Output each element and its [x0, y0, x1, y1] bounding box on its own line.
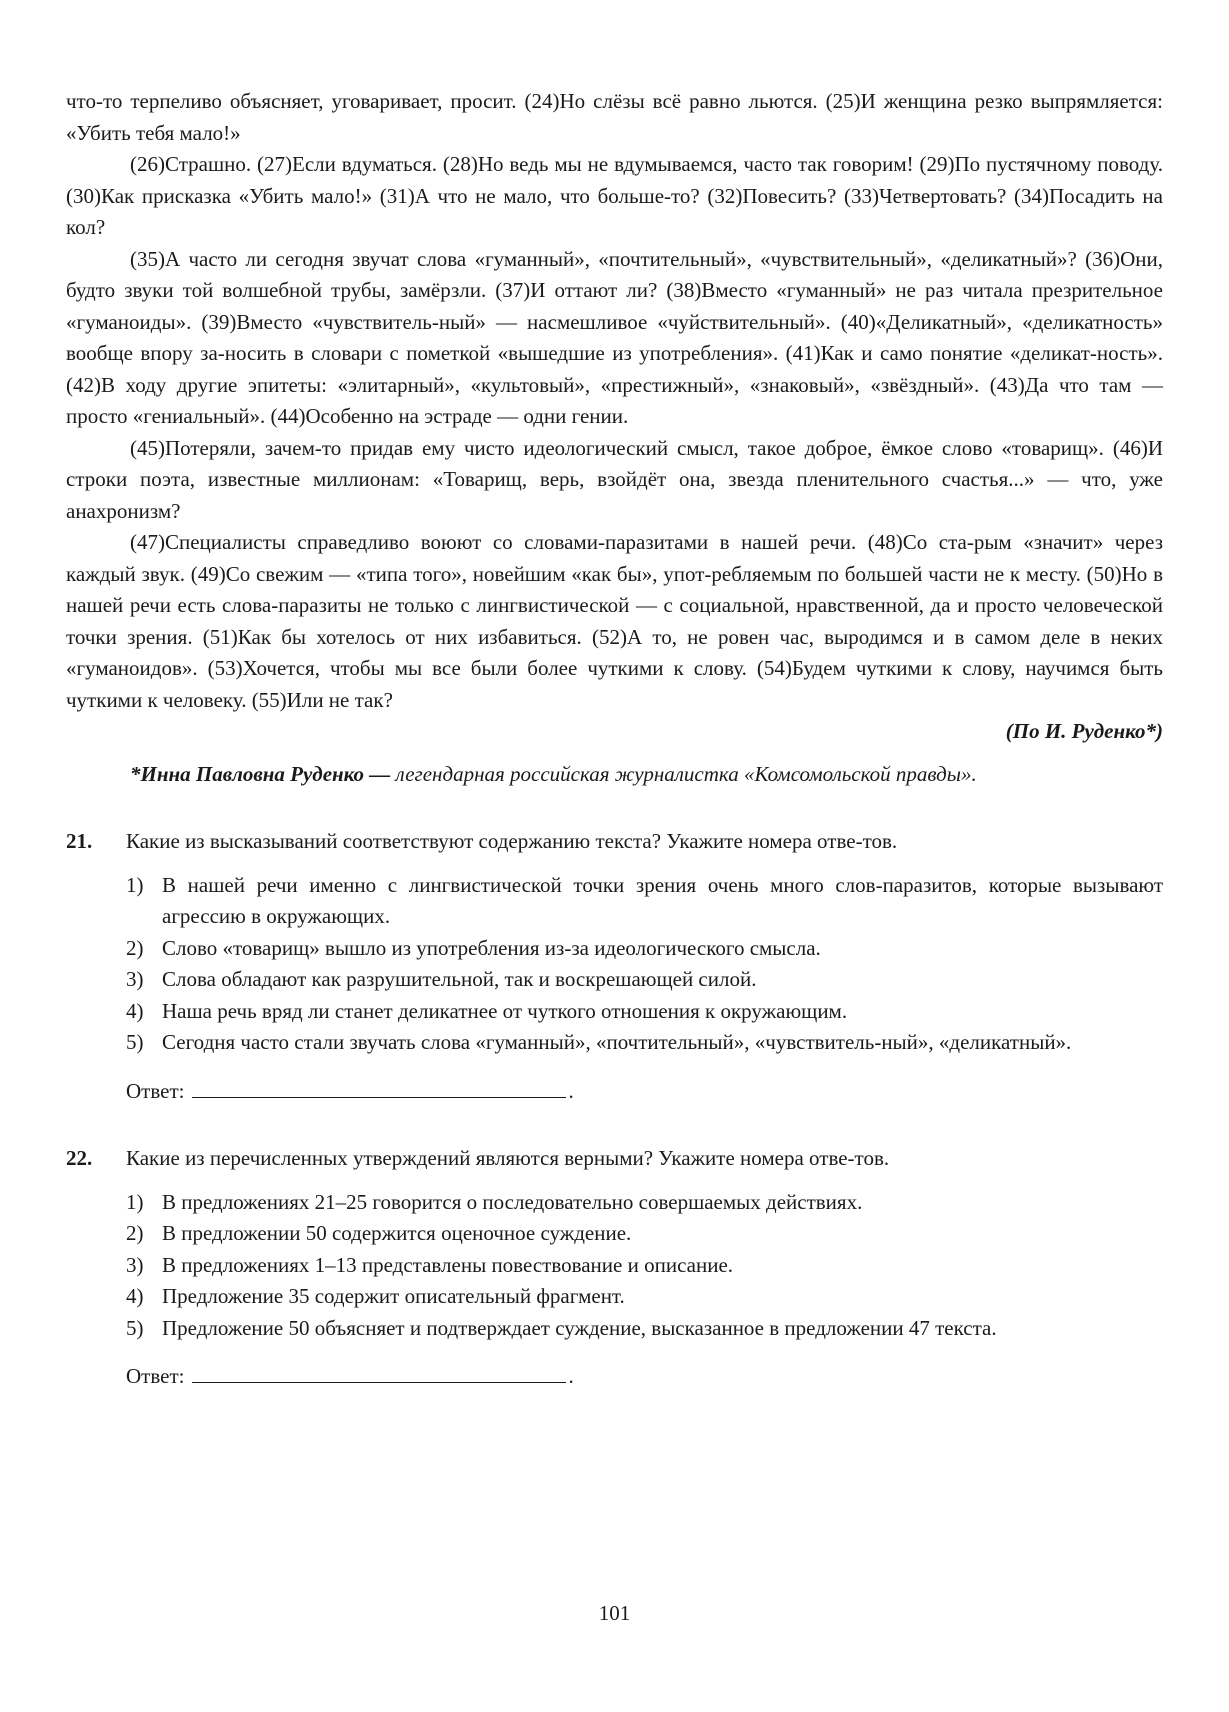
reading-text	[66, 86, 1163, 790]
source-attribution: (По И. Руденко*)	[1005, 719, 1163, 743]
option-number: 1)	[126, 872, 144, 897]
footnote-text: легендарная российская журналистка «Комсомольской правды».	[390, 761, 977, 786]
answer-field[interactable]	[192, 1360, 566, 1383]
task-21	[66, 826, 1163, 1107]
option-item	[126, 933, 1163, 965]
option-text: Предложение 35 содержит описательный фрагмент.	[162, 1284, 625, 1308]
text-paragraph: (35)А часто ли сегодня звучат слова «гуманный», «почтительный», «чувствительный», «деликатный»? (36)Они, будто звуки той волшебной трубы, замёрзли. (37)И оттают ли? (38)Вместо «гуманный» не раз читала презрительное «гуманоиды». (39)Вместо «чувствитель-ный» — насмешливое «чуйствительный». (40)«Деликатный», «деликатность» вообще впору за-носить в словари с пометкой «вышедшие из употребления». (41)Как и само понятие «деликат-ность». (42)В ходу другие эпитеты: «элитарный», «культовый», «престижный», «знаковый», «звёздный». (43)Да что там — просто «гениальный». (44)Особенно на эстраде — одни гении.	[66, 246, 1163, 428]
text-paragraph: (26)Страшно. (27)Если вдуматься. (28)Но ведь мы не вдумываемся, часто так говорим! (29)По пустячному поводу. (30)Как присказка «Убить мало!» (31)А что не мало, что больше-то? (32)Повесить? (33)Четвертовать? (34)Посадить на кол?	[66, 152, 1163, 239]
option-item	[126, 1250, 1163, 1282]
answer-period: .	[568, 1364, 574, 1388]
task-question: Какие из высказываний соответствуют содержанию текста? Укажите номера отве-тов.	[126, 829, 898, 853]
text-paragraph: (45)Потеряли, зачем-то придав ему чисто идеологический смысл, такое доброе, ёмкое слово «товарищ». (46)И строки поэта, известные миллионам: «Товарищ, верь, взойдёт она, звезда пленительного счастья...» — что, уже анахронизм?	[66, 435, 1163, 523]
option-number: 4)	[126, 998, 144, 1023]
option-number: 3)	[126, 1252, 144, 1277]
answer-row	[126, 1360, 1163, 1393]
answer-row	[126, 1075, 1163, 1108]
option-item	[126, 870, 1163, 933]
option-item	[126, 1027, 1163, 1059]
task-22	[66, 1143, 1163, 1393]
option-text: В нашей речи именно с лингвистической точки зрения очень много слов-паразитов, которые вызывают агрессию в окружающих.	[162, 872, 1163, 928]
option-text: В предложениях 1–13 представлены повествование и описание.	[162, 1252, 734, 1277]
page-number: 101	[598, 1601, 631, 1625]
option-item	[126, 996, 1163, 1028]
option-text: Предложение 50 объясняет и подтверждает суждение, высказанное в предложении 47 текста.	[162, 1315, 997, 1340]
option-item	[126, 1218, 1163, 1250]
option-number: 4)	[126, 1284, 144, 1308]
option-text: Наша речь вряд ли станет деликатнее от чуткого отношения к окружающим.	[162, 998, 848, 1023]
option-text: Сегодня часто стали звучать слова «гуманный», «почтительный», «чувствитель-ный», «деликатный».	[162, 1030, 1072, 1054]
option-text: Слово «товарищ» вышло из употребления из-за идеологического смысла.	[162, 935, 821, 960]
task-number: 21.	[66, 829, 93, 853]
answer-options	[126, 870, 1163, 1059]
option-number: 1)	[126, 1189, 144, 1214]
answer-field[interactable]	[192, 1075, 566, 1098]
option-item	[126, 1187, 1163, 1219]
option-number: 5)	[126, 1030, 144, 1054]
option-item	[126, 964, 1163, 996]
answer-options	[126, 1187, 1163, 1345]
option-item	[126, 1313, 1163, 1345]
answer-period: .	[568, 1078, 574, 1103]
answer-label: Ответ:	[126, 1364, 185, 1388]
task-question: Какие из перечисленных утверждений являются верными? Укажите номера отве-тов.	[126, 1146, 890, 1170]
footnote	[66, 759, 1163, 791]
text-paragraph: что-то терпеливо объясняет, уговаривает, просит. (24)Но слёзы всё равно льются. (25)И женщина резко выпрямляется: «Убить тебя мало!»	[66, 89, 1163, 145]
option-number: 5)	[126, 1315, 144, 1340]
option-number: 2)	[126, 1221, 144, 1245]
footnote-name: *Инна Павловна Руденко —	[130, 761, 391, 786]
option-text: В предложениях 21–25 говорится о последовательно совершаемых действиях.	[162, 1189, 863, 1214]
text-paragraph: (47)Специалисты справедливо воюют со словами-паразитами в нашей речи. (48)Со ста-рым «значит» через каждый звук. (49)Со свежим — «типа того», новейшим «как бы», упот-ребляемым по большей части не к месту. (50)Но в нашей речи есть слова-паразиты не только с лингвистической — с социальной, нравственной, да и просто человеческой точки зрения. (51)Как бы хотелось от них избавиться. (52)А то, не ровен час, выродимся и в самом деле в неких «гуманоидов». (53)Хочется, чтобы мы все были более чуткими к слову. (54)Будем чуткими к слову, научимся быть чуткими к человеку. (55)Или не так?	[66, 530, 1163, 712]
answer-label: Ответ:	[126, 1078, 185, 1103]
option-text: В предложении 50 содержится оценочное суждение.	[162, 1221, 632, 1245]
option-number: 2)	[126, 935, 144, 960]
option-number: 3)	[126, 967, 144, 991]
option-item	[126, 1281, 1163, 1313]
task-number: 22.	[66, 1146, 93, 1170]
document-page	[66, 86, 1163, 1393]
option-text: Слова обладают как разрушительной, так и воскрешающей силой.	[162, 967, 757, 991]
